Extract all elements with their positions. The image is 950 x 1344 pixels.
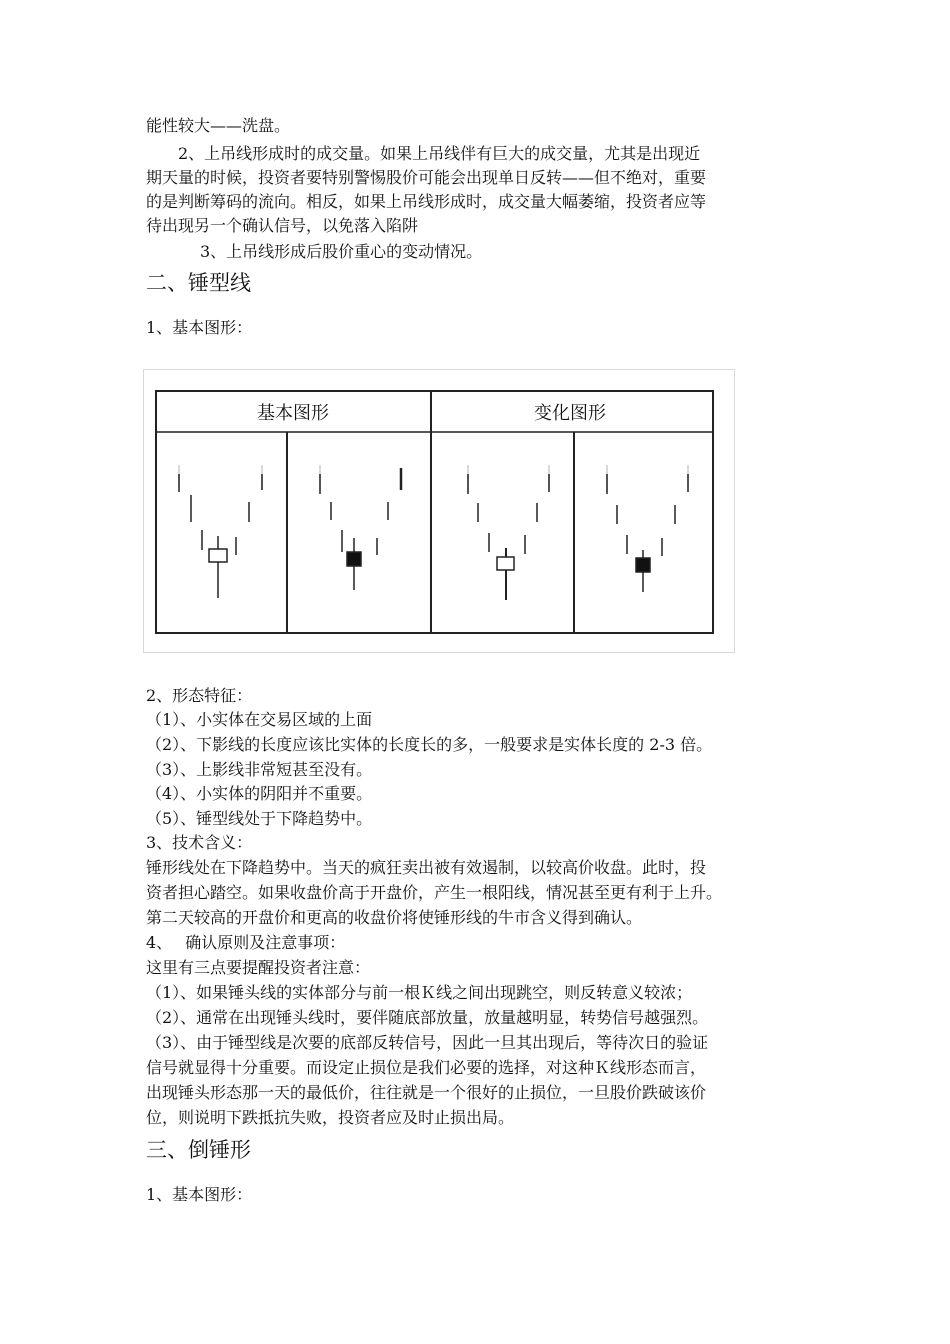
table-frame xyxy=(156,391,713,633)
tech-line-3: 第二天较高的开盘价和更高的收盘价将使锤形线的牛市含义得到确认。 xyxy=(146,908,643,927)
tech-label: 3、技术含义： xyxy=(146,833,253,852)
intro-line-1: 能性较大——洗盘。 xyxy=(146,116,291,135)
section-3-basic-label: 1、基本图形： xyxy=(146,1185,253,1204)
tech-line-2: 资者担心踏空。如果收盘价高于开盘价，产生一根阳线，情况甚至更有利于上升。 xyxy=(146,883,723,902)
header-variant: 变化图形 xyxy=(534,403,606,423)
features-label: 2、形态特征： xyxy=(146,686,253,705)
confirm-line-2: （2）、通常在出现锤头线时，要伴随底部放量，放量越明显，转势信号越强烈。 xyxy=(146,1008,709,1027)
feature-1: （1）、小实体在交易区域的上面 xyxy=(146,710,373,729)
section-2-basic-label: 1、基本图形： xyxy=(146,318,253,337)
confirm-intro: 这里有三点要提醒投资者注意： xyxy=(146,958,371,977)
confirm-line-6: 位，则说明下跌抵抗失败，投资者应及时止损出局。 xyxy=(146,1108,515,1127)
section-3-title: 三、倒锤形 xyxy=(146,1138,251,1162)
cell-variant-black-hammer xyxy=(607,465,688,592)
cell-basic-black-hammer xyxy=(320,465,401,590)
feature-5: （5）、锤型线处于下降趋势中。 xyxy=(146,809,373,828)
section-2-title: 二、锤型线 xyxy=(146,271,251,295)
cell-variant-white-hammer xyxy=(468,465,549,600)
feature-4: （4）、小实体的阴阳并不重要。 xyxy=(146,784,373,803)
confirm-line-3: （3）、由于锤型线是次要的底部反转信号，因此一旦其出现后，等待次日的验证 xyxy=(146,1033,709,1052)
confirm-line-4: 信号就显得十分重要。而设定止损位是我们必要的选择，对这种Ｋ线形态而言， xyxy=(146,1058,707,1077)
header-basic: 基本图形 xyxy=(257,403,329,423)
confirm-label: 4、 确认原则及注意事项： xyxy=(146,933,346,952)
intro-line-2: 2、上吊线形成时的成交量。如果上吊线伴有巨大的成交量，尤其是出现近 xyxy=(178,144,701,163)
cell-basic-white-hammer xyxy=(179,465,262,598)
tech-line-1: 锤形线处在下降趋势中。当天的疯狂卖出被有效遏制，以较高价收盘。此时，投 xyxy=(146,858,707,877)
intro-line-6: 3、上吊线形成后股价重心的变动情况。 xyxy=(200,242,483,261)
intro-line-3: 期天量的时候，投资者要特别警惕股价可能会出现单日反转——但不绝对，重要 xyxy=(146,168,707,187)
hammer-pattern-figure xyxy=(143,369,735,653)
confirm-line-1: （1）、如果锤头线的实体部分与前一根Ｋ线之间出现跳空，则反转意义较浓； xyxy=(146,983,693,1002)
feature-3: （3）、上影线非常短甚至没有。 xyxy=(146,760,373,779)
feature-2: （2）、下影线的长度应该比实体的长度长的多，一般要求是实体长度的 2-3 倍。 xyxy=(146,735,713,754)
confirm-line-5: 出现锤头形态那一天的最低价，往往就是一个很好的止损位，一旦股价跌破该价 xyxy=(146,1083,707,1102)
intro-line-5: 待出现另一个确认信号，以免落入陷阱 xyxy=(146,216,419,235)
intro-line-4: 的是判断筹码的流向。相反，如果上吊线形成时，成交量大幅萎缩，投资者应等 xyxy=(146,192,707,211)
hammer-pattern-diagram xyxy=(144,370,734,652)
